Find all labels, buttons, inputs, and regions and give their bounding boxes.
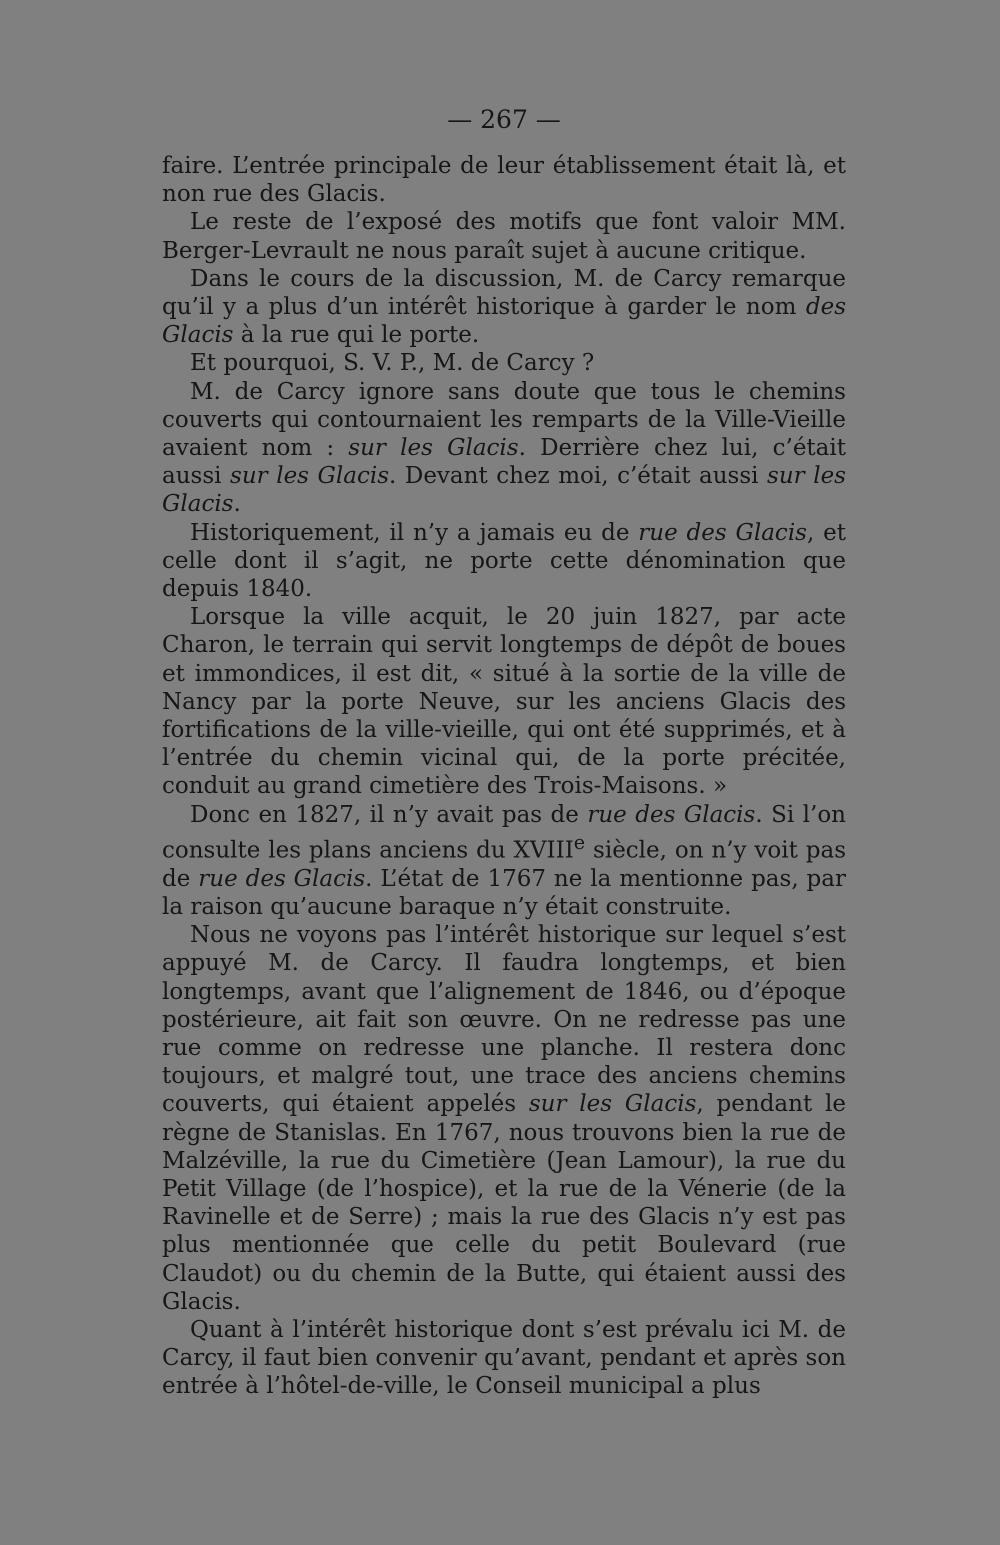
page-number: — 267 —	[447, 105, 561, 134]
paragraph: Historiquement, il n’y a jamais eu de rue des Glacis, et celle dont il s’agit, ne porte cette dénomination que depuis 1840.	[162, 519, 846, 603]
paragraph: Dans le cours de la discussion, M. de Carcy remarque qu’il y a plus d’un intérêt historique à garder le nom des Glacis à la rue qui le porte.	[162, 265, 846, 349]
body-text	[162, 152, 846, 1401]
book-page	[162, 100, 846, 1401]
paragraph: Et pourquoi, S. V. P., M. de Carcy ?	[190, 350, 595, 377]
paragraph: Nous ne voyons pas l’intérêt historique sur lequel s’est appuyé M. de Carcy. Il faudra longtemps, et bien longtemps, avant que l’alignement de 1846, ou d’époque postérieure, ait fait son œuvre. On ne redresse pas une rue comme on redresse une planche. Il restera donc toujours, et malgré tout, une trace des anciens chemins couverts, qui étaient appelés sur les Glacis, pendant le règne de Stanislas. En 1767, nous trouvons bien la rue de Malzéville, la rue du Cimetière (Jean Lamour), la rue du Petit Village (de l’hospice), et la rue de la Vénerie (de la Ravinelle et de Serre) ; mais la rue des Glacis n’y est pas plus mentionnée que celle du petit Boulevard (rue Claudot) ou du chemin de la Butte, qui étaient aussi des Glacis.	[162, 922, 846, 1315]
paragraph: Quant à l’intérêt historique dont s’est prévalu ici M. de Carcy, il faut bien convenir qu’avant, pendant et après son entrée à l’hôtel-de-ville, le Conseil municipal a plus	[162, 1316, 846, 1400]
paragraph: M. de Carcy ignore sans doute que tous le chemins couverts qui contournaient les remparts de la Ville-Vieille avaient nom : sur les Glacis. Derrière chez lui, c’était aussi sur les Glacis. Devant chez moi, c’était aussi sur les Glacis.	[162, 378, 846, 518]
paragraph: Le reste de l’exposé des motifs que font valoir MM. Berger-Levrault ne nous paraît sujet à aucune critique.	[162, 209, 846, 264]
paragraph: faire. L’entrée principale de leur établissement était là, et non rue des Glacis.	[162, 153, 846, 208]
paragraph: Donc en 1827, il n’y avait pas de rue des Glacis. Si l’on consulte les plans anciens du XVIIIe siècle, on n’y voit pas de rue des Glacis. L’état de 1767 ne la mentionne pas, par la raison qu’aucune baraque n’y était construite.	[162, 801, 846, 920]
paragraph: Lorsque la ville acquit, le 20 juin 1827, par acte Charon, le terrain qui servit longtemps de dépôt de boues et immondices, il est dit, « situé à la sortie de la ville de Nancy par la porte Neuve, sur les anciens Glacis des fortifications de la ville-vieille, qui ont été supprimés, et à l’entrée du chemin vicinal qui, de la porte précitée, conduit au grand cimetière des Trois-Maisons. »	[162, 604, 846, 800]
